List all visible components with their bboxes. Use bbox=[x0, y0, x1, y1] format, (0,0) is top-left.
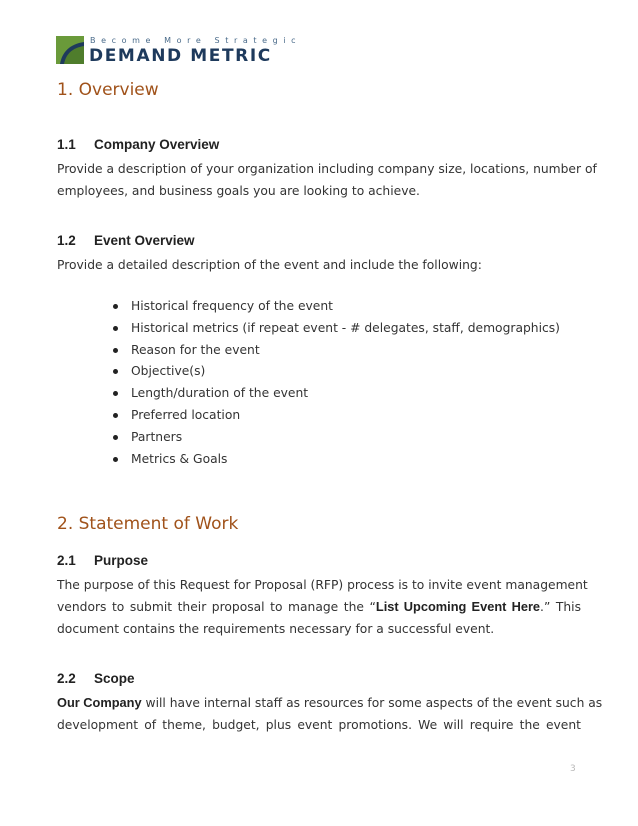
subheading-number: 1.1 bbox=[57, 137, 76, 152]
list-item bbox=[109, 449, 560, 471]
subheading-purpose bbox=[57, 553, 148, 568]
list-item-text: Reason for the event bbox=[131, 342, 260, 357]
paragraph-line bbox=[57, 692, 603, 714]
subheading-event-overview bbox=[57, 233, 195, 248]
list-item-text: Partners bbox=[131, 429, 183, 444]
list-item bbox=[109, 427, 560, 449]
paragraph-line: employees, and business goals you are looking to achieve. bbox=[57, 184, 420, 198]
bullet-icon bbox=[113, 457, 118, 462]
bullet-icon bbox=[113, 435, 118, 440]
list-item-text: Objective(s) bbox=[131, 364, 206, 379]
list-item bbox=[109, 296, 560, 318]
demand-metric-logo bbox=[56, 36, 316, 70]
bullet-icon bbox=[113, 348, 118, 353]
subheading-title: Company Overview bbox=[94, 137, 220, 152]
logo-mark-icon bbox=[56, 36, 84, 64]
list-item bbox=[109, 318, 560, 340]
paragraph-line: document contains the requirements necessary for a successful event. bbox=[57, 622, 495, 636]
inline-text: will have internal staff as resources for some aspects of the event such as bbox=[141, 696, 603, 710]
list-item-text: Preferred location bbox=[131, 407, 241, 422]
paragraph-line: development of theme, budget, plus event promotions. We will require the event bbox=[57, 718, 581, 732]
bullet-icon bbox=[113, 391, 118, 396]
list-item-text: Historical frequency of the event bbox=[131, 299, 333, 313]
list-item bbox=[109, 383, 560, 405]
subheading-company-overview bbox=[57, 137, 219, 152]
list-item-text: Historical metrics (if repeat event - # delegates, staff, demographics) bbox=[131, 320, 560, 335]
list-item bbox=[109, 405, 560, 427]
bullet-icon bbox=[113, 413, 118, 418]
event-name-placeholder: List Upcoming Event Here bbox=[375, 599, 541, 614]
paragraph-line: Provide a description of your organization including company size, locations, number of bbox=[57, 162, 597, 176]
subheading-number: 1.2 bbox=[57, 233, 76, 248]
paragraph-line: Provide a detailed description of the event and include the following: bbox=[57, 258, 482, 272]
bullet-icon bbox=[113, 304, 118, 309]
subheading-number: 2.1 bbox=[57, 553, 76, 568]
subheading-scope bbox=[57, 671, 135, 686]
logo-tagline: Become More Strategic bbox=[90, 36, 302, 45]
company-name-placeholder: Our Company bbox=[57, 695, 142, 710]
section-heading-overview: 1. Overview bbox=[57, 80, 159, 100]
list-item-text: Metrics & Goals bbox=[131, 451, 228, 466]
event-details-list bbox=[109, 296, 560, 470]
company-overview-paragraph bbox=[57, 158, 597, 202]
list-item bbox=[109, 361, 560, 383]
scope-paragraph bbox=[57, 692, 603, 736]
inline-text: .” This bbox=[540, 600, 581, 614]
logo-wordmark: DEMAND METRIC bbox=[89, 46, 272, 66]
paragraph-line bbox=[57, 596, 581, 618]
section-heading-statement-of-work: 2. Statement of Work bbox=[57, 514, 239, 534]
inline-text: vendors to submit their proposal to manage the “ bbox=[57, 600, 376, 614]
bullet-icon bbox=[113, 326, 118, 331]
list-item-text: Length/duration of the event bbox=[131, 386, 309, 401]
event-overview-intro bbox=[57, 254, 581, 276]
subheading-title: Event Overview bbox=[94, 233, 195, 248]
purpose-paragraph bbox=[57, 574, 588, 640]
subheading-title: Scope bbox=[94, 671, 135, 686]
subheading-title: Purpose bbox=[94, 553, 149, 568]
paragraph-line: The purpose of this Request for Proposal (RFP) process is to invite event management bbox=[57, 578, 588, 592]
page-number: 3 bbox=[570, 764, 576, 774]
list-item bbox=[109, 340, 560, 362]
subheading-number: 2.2 bbox=[57, 671, 76, 686]
bullet-icon bbox=[113, 369, 118, 374]
